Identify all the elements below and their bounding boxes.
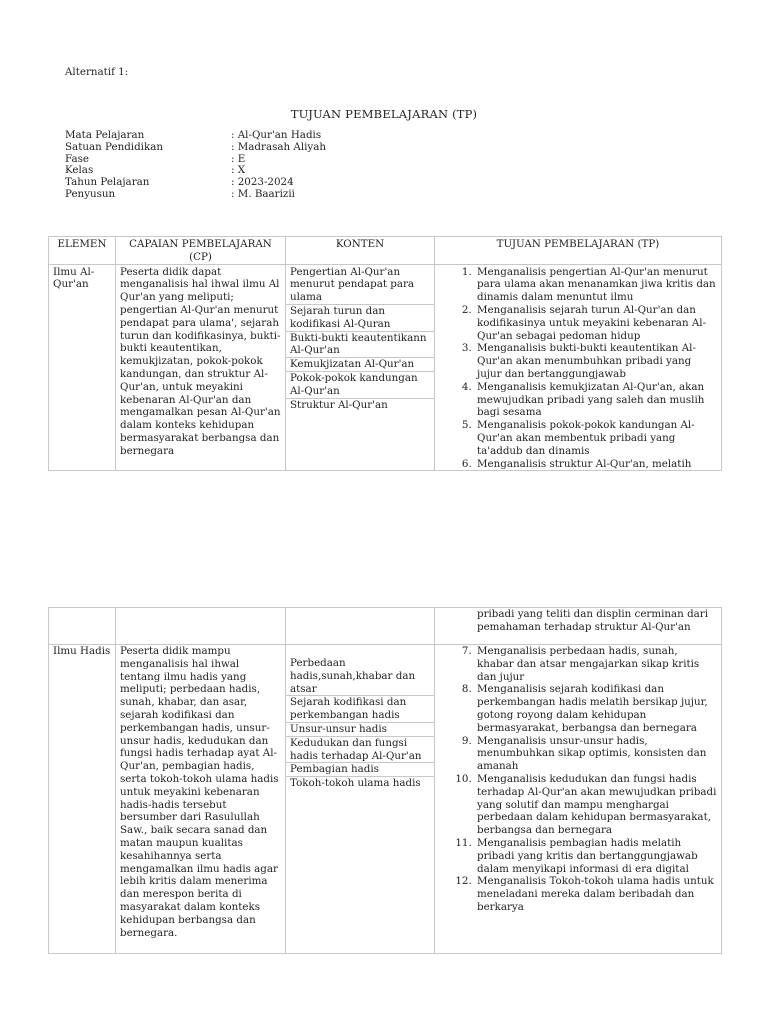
info-key: Penyusun [65,187,116,200]
tp-table-page-2 [48,607,722,954]
tp-item: 1. Menganalisis pengertian Al-Qur'an menurut para ulama akan menanamkan jiwa kritis dan dinamis dalam menuntut ilmu [475,266,717,304]
elemen-cell: Ilmu Al-Qur'an [49,264,116,471]
konten-cell [286,264,435,471]
header-konten: KONTEN [286,237,435,265]
info-value: : 2023-2024 [231,176,294,189]
info-key: Mata Pelajaran [65,129,145,141]
info-list [65,130,345,201]
tp-item: 7. Menganalisis perbedaan hadis, sunah, khabar dan atsar mengajarkan sikap kritis dan jujur [475,645,717,683]
tp-list [439,266,717,471]
tp-item: 6. Menganalisis struktur Al-Qur'an, melatih [475,458,717,471]
tp-continuation: pribadi yang teliti dan displin cerminan dari pemahaman terhadap struktur Al-Qur'an [477,608,709,633]
tp-item: 12. Menganalisis Tokoh-tokoh ulama hadis untuk meneladani mereka dalam beribadah dan berkarya [475,875,717,913]
empty-cell [49,608,116,645]
table-row [49,645,722,954]
tp-continuation-cell [435,608,722,645]
info-row [65,154,345,166]
table-header-row [49,237,722,265]
info-key: Kelas [65,164,94,177]
tp-table-page-1 [48,236,722,471]
konten-item: Unsur-unsur hadis [286,723,434,737]
konten-item: Kedudukan dan fungsi hadis terhadap Al-Qur'an [286,737,434,764]
konten-item: Pembagian hadis [286,763,434,777]
info-key: Satuan Pendidikan [65,140,163,153]
header-elemen: ELEMEN [49,237,116,265]
tp-item: 9. Menganalisis unsur-unsur hadis, menumbuhkan sikap optimis, konsisten dan amanah [475,735,717,773]
konten-item: Pokok-pokok kandungan Al-Qur'an [286,372,434,399]
konten-item: Tokoh-tokoh ulama hadis [290,777,421,790]
konten-item: Perbedaan hadis,sunah,khabar dan atsar [286,657,434,696]
elemen-cell: Ilmu Hadis [49,645,116,954]
konten-item: Sejarah kodifikasi dan perkembangan hadis [286,696,434,723]
info-row [65,189,345,201]
info-value: : X [231,164,246,177]
table-row [49,608,722,645]
konten-cell [286,645,435,954]
info-value: : E [231,152,246,165]
tp-cell [435,645,722,954]
info-key: Fase [65,152,89,165]
konten-item: Sejarah turun dan kodifikasi Al-Quran [286,305,434,332]
tp-item: 10. Menganalisis kedudukan dan fungsi hadis terhadap Al-Qur'an akan mewujudkan pribadi yang solutif dan mampu menghargai perbedaan dalam kehidupan bermasyarakat, berbangsa dan bernegara [475,773,717,837]
header-cp: CAPAIAN PEMBELAJARAN (CP) [116,237,286,265]
info-value: : Al-Qur'an Hadis [231,129,322,141]
empty-cell [286,608,435,645]
tp-item: 4. Menganalisis kemukjizatan Al-Qur'an, akan mewujudkan pribadi yang saleh dan muslih bagi sesama [475,381,717,419]
konten-item: Bukti-bukti keautentikann Al-Qur'an [286,332,434,359]
info-value: : Madrasah Aliyah [231,140,327,153]
empty-cell [116,608,286,645]
konten-item: Kemukjizatan Al-Qur'an [286,358,434,372]
tp-item: 2. Menganalisis sejarah turun Al-Qur'an dan kodifikasinya untuk meyakini kebenaran Al-Qur'an sebagai pedoman hidup [475,304,717,342]
konten-item: Pengertian Al-Qur'an menurut pendapat para ulama [286,266,434,305]
tp-item: 3. Menganalisis bukti-bukti keautentikan Al-Qur'an akan menumbuhkan pribadi yang jujur dan bertanggungjawab [475,342,717,380]
header-tp: TUJUAN PEMBELAJARAN (TP) [435,237,722,265]
konten-item: Struktur Al-Qur'an [290,398,388,411]
info-key: Tahun Pelajaran [65,176,150,189]
tp-item: 5. Menganalisis pokok-pokok kandungan Al-Qur'an akan membentuk pribadi yang ta'addub dan dinamis [475,419,717,457]
info-row [65,142,345,154]
tp-item: 8. Menganalisis sejarah kodifikasi dan perkembangan hadis melatih bersikap jujur, gotong royong dalam kehidupan bermasyarakat, berbangsa dan bernegara [475,683,717,734]
cp-cell: Peserta didik dapat menganalisis hal ihwal ilmu Al Qur'an yang meliputi; pengertian Al-Qur'an menurut pendapat para ulama', sejarah turun dan kodifikasinya, bukti-bukti keautentikan, kemukjizatan, pokok-pokok kandungan, dan struktur Al-Qur'an, untuk meyakini kebenaran Al-Qur'an dan mengamalkan pesan Al-Qur'an dalam konteks kehidupan bermasyarakat berbangsa dan bernegara [116,264,286,471]
table-row [49,264,722,471]
info-value: : M. Baarizii [231,187,295,200]
alternative-label: Alternatif 1: [65,66,129,78]
page-title: TUJUAN PEMBELAJARAN (TP) [290,107,478,121]
tp-cell [435,264,722,471]
tp-list [439,645,717,914]
cp-cell: Peserta didik mampu menganalisis hal ihwal tentang ilmu hadis yang meliputi; perbedaan hadis, sunah, khabar, dan asar, sejarah kodifikasi dan perkembangan hadis, unsur-unsur hadis, kedudukan dan fungsi hadis terhadap ayat Al-Qur'an, pembagian hadis, serta tokoh-tokoh ulama hadis untuk meyakini kebenaran hadis-hadis tersebut bersumber dari Rasulullah Saw., baik secara sanad dan matan maupun kualitas kesahihannya serta mengamalkan ilmu hadis agar lebih kritis dalam menerima dan merespon berita di masyarakat dalam konteks kehidupan berbangsa dan bernegara. [116,645,286,954]
tp-item: 11. Menganalisis pembagian hadis melatih pribadi yang kritis dan bertanggungjawab dalam menyikapi informasi di era digital [475,837,717,875]
